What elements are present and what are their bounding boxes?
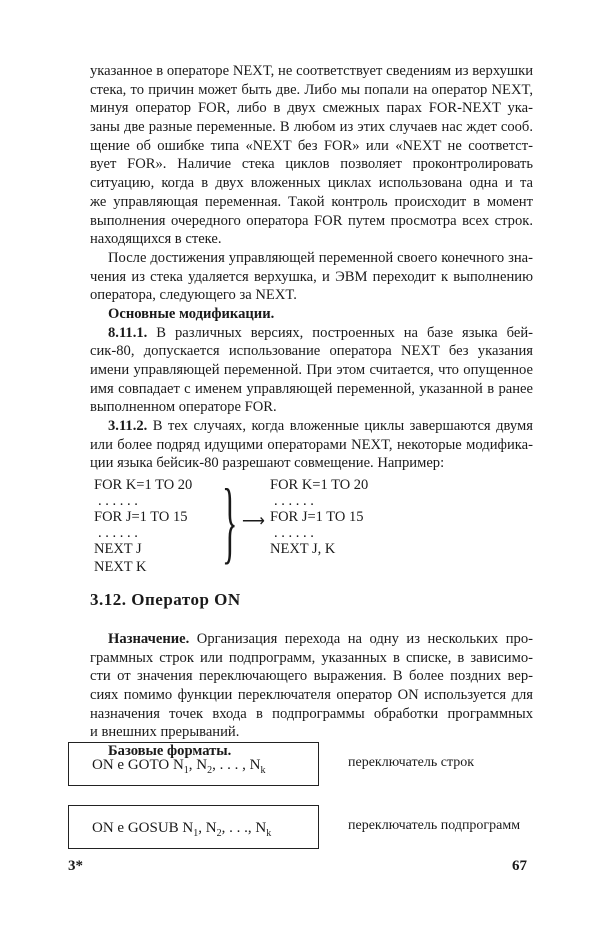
paragraph-purpose <box>90 630 533 742</box>
text-line: Назначение. Организация перехода на одну из нескольких про- <box>108 631 533 647</box>
text-line: ситуацию, когда в двух вложенных циклах использована одна и та <box>90 175 533 192</box>
signature-mark: 3* <box>68 858 83 874</box>
formats-heading: Базовые форматы. <box>108 743 232 760</box>
text-line: минуя оператор FOR, либо в двух смежных парах FOR-NEXT ука- <box>90 100 533 117</box>
format-label-gosub: переключатель подпрограмм <box>348 818 521 833</box>
text-line: сик-80, допускается использование оператора NEXT без указания <box>90 343 533 360</box>
text-line: выполненном операторе FOR. <box>90 399 277 416</box>
paragraph-next-completion <box>90 249 533 305</box>
text-line: сти от значения переключающего выражения. В более поздних вер- <box>90 668 533 685</box>
text-line: имя совпадает с именем управляющей переменной, указанной в ранее <box>90 380 533 397</box>
text-line: находящихся в стеке. <box>90 231 222 248</box>
code-left-line: NEXT K <box>94 559 147 576</box>
page-number: 67 <box>512 858 527 874</box>
format-box-gosub: ON e GOSUB $N_1$, $N_2$, . . ., $N_k$ <box>68 805 319 849</box>
text-line: 3.11.2. В тех случаях, когда вложенные циклы завершаются двумя <box>108 418 533 435</box>
code-left-line: NEXT J <box>94 541 142 558</box>
text-line: и внешних прерываний. <box>90 724 240 741</box>
text-line: оператора, следующего за NEXT. <box>90 287 297 304</box>
format-label-goto: переключатель строк <box>348 755 475 770</box>
code-right-dots: . . . . . . <box>274 493 314 510</box>
code-right-dots: . . . . . . <box>274 525 314 542</box>
text-line: 8.11.1. В различных версиях, построенных на базе языка бей- <box>108 324 533 341</box>
text-line: выполнения очередного оператора FOR путем просмотра всех строк. <box>90 212 533 229</box>
text-line: заны две разные переменные. В любом из этих случаев нас ждет сооб. <box>90 119 533 136</box>
text-line: вует FOR». Наличие стека циклов позволяет проконтролировать <box>90 156 533 173</box>
code-right-line: FOR K=1 TO 20 <box>270 477 369 494</box>
text-line: же управляющая переменная. Такой контроль происходит в момент <box>90 193 533 210</box>
text-line: сиях помимо функции переключателя оператор ON используется для <box>90 687 533 704</box>
arrow-icon: ⟶ <box>242 513 265 531</box>
paragraph-3-11-1 <box>90 324 533 417</box>
text-line: назначения точек входа в подпрограммы обработки программных <box>90 705 533 722</box>
text-line: щение об ошибке типа «NEXT без FOR» или «NEXT не соответст- <box>90 137 533 154</box>
code-left-line: FOR K=1 TO 20 <box>94 477 193 494</box>
text-line: граммных строк или подпрограмм, указанных в списке, в зависимо- <box>90 649 533 666</box>
code-left-dots: . . . . . . <box>98 493 138 510</box>
section-title: 3.12. Оператор ON <box>90 590 241 609</box>
text-line: стека, то причин может быть две. Либо мы попали на оператор NEXT, <box>90 81 533 98</box>
page-body <box>90 62 533 577</box>
code-left-line: FOR J=1 TO 15 <box>94 509 188 526</box>
code-left-dots: . . . . . . <box>98 525 138 542</box>
text-line: чения из стека удаляется верхушка, и ЭВМ переходит к выполнению <box>90 268 533 285</box>
text-line: имени управляющей переменной. При этом считается, что опущенное <box>90 362 533 378</box>
paragraph-stack-error <box>90 62 533 249</box>
code-right-line: NEXT J, K <box>270 541 336 558</box>
code-right-line: FOR J=1 TO 15 <box>270 509 364 526</box>
paragraph-3-11-2 <box>90 417 533 473</box>
text-line: ции языка бейсик-80 разрешают совмещение. Например: <box>90 455 445 472</box>
right-brace: } <box>222 470 238 573</box>
modifications-heading: Основные модификации. <box>108 305 275 322</box>
code-example <box>90 470 533 577</box>
format-box-goto: ON e GOTO $N_1$, $N_2$, . . . , $N_k$ <box>68 742 319 786</box>
text-line: После достижения управляющей переменной своего конечного зна- <box>108 249 533 266</box>
text-line: указанное в операторе NEXT, не соответствует сведениям из верхушки <box>90 63 533 79</box>
text-line: или более подряд идущими операторами NEXT, некоторые модифика- <box>90 436 533 453</box>
